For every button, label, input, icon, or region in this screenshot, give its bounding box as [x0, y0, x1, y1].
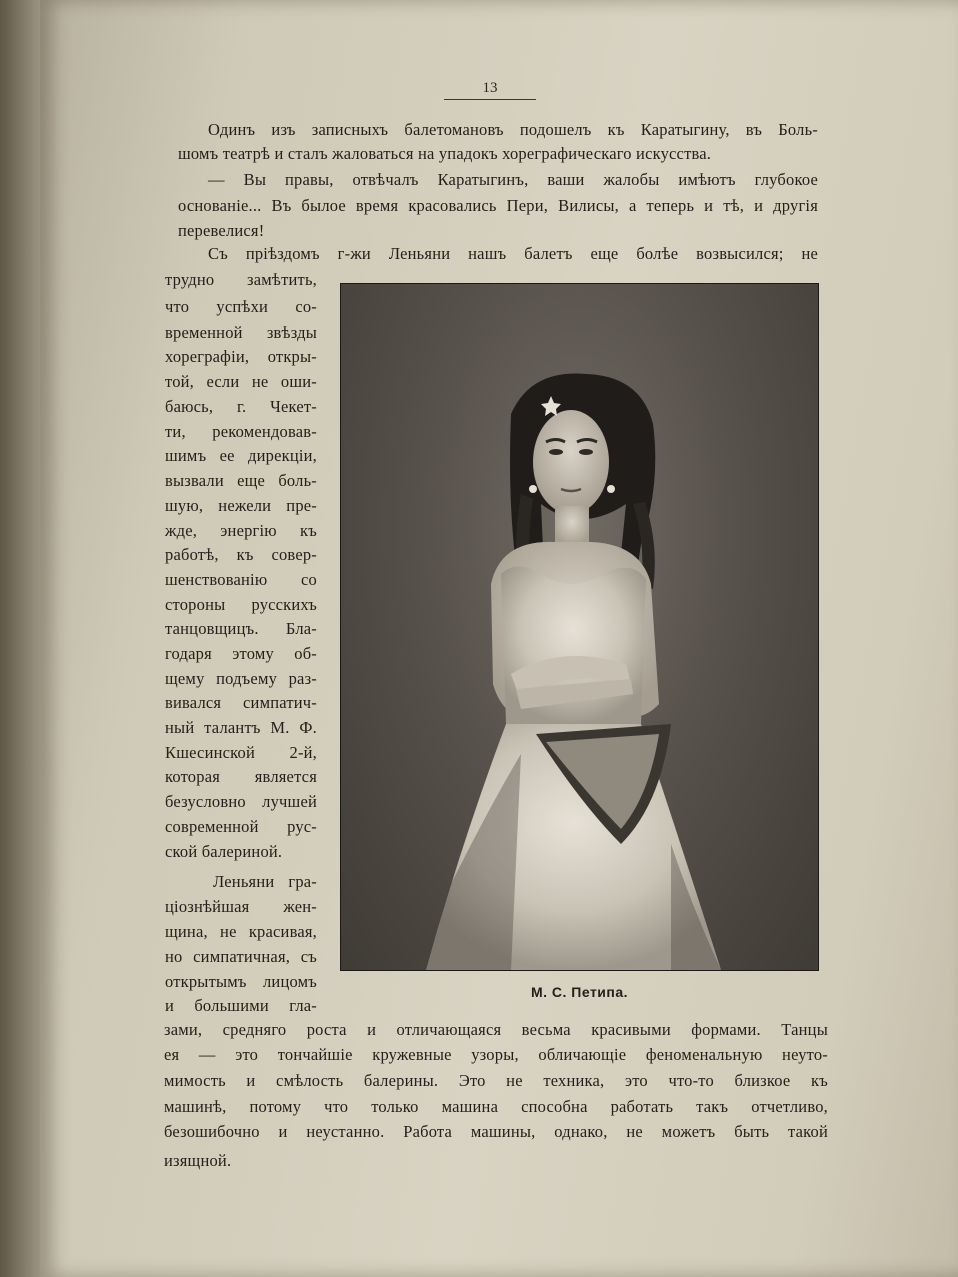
bottom-line: ея — это тончайшіе кружевные узоры, обличающіе феноменальную неуто- — [164, 1045, 828, 1064]
column-line: щему подъему раз- — [165, 669, 317, 688]
page-number — [444, 80, 536, 102]
column-line: работѣ, къ совер- — [165, 545, 317, 564]
bottom-line: изящной. — [164, 1151, 232, 1170]
bottom-line: машинѣ, потому что только машина способна работать такъ отчетливо, — [164, 1097, 828, 1116]
column-para2-line: открытымъ лицомъ — [165, 972, 317, 991]
column-line: что успѣхи со- — [165, 297, 317, 316]
para1-line-1: Одинъ изъ записныхъ балетомановъ подошелъ къ Каратыгину, въ Боль- — [208, 120, 818, 139]
photo-caption: М. С. Петипа. — [530, 984, 629, 1000]
column-line: ской балериной. — [165, 842, 283, 861]
column-para2-line: Леньяни гра- — [213, 872, 317, 891]
column-line: вивался симпатич- — [165, 693, 317, 712]
column-line: трудно замѣтить, — [165, 270, 317, 289]
column-line: годаря этому об- — [165, 644, 317, 663]
page-number-rule — [444, 99, 536, 100]
column-line: баюсь, г. Чекет- — [165, 397, 317, 416]
portrait-photo-frame — [340, 283, 819, 971]
column-para2-line: и большими гла- — [165, 996, 317, 1015]
column-line: той, если не оши- — [165, 372, 317, 391]
column-line: ный талантъ М. Ф. — [165, 718, 317, 737]
column-line: безусловно лучшей — [165, 792, 317, 811]
column-para2-line: ціознѣйшая жен- — [165, 897, 317, 916]
ballerina-illustration — [341, 284, 818, 970]
para2-line-2: основаніе... Въ былое время красовались Пери, Вилисы, а теперь и тѣ, и другія — [178, 196, 818, 215]
bottom-line: мимость и смѣлость балерины. Это не техника, это что-то близкое къ — [164, 1071, 828, 1090]
column-para2-line: щина, не красивая, — [165, 922, 317, 941]
column-line: жде, энергію къ — [165, 521, 317, 540]
book-gutter-edge — [0, 0, 40, 1277]
page-number-text: 13 — [482, 80, 498, 96]
column-line: шую, нежели пре- — [165, 496, 317, 515]
bottom-line: безошибочно и неустанно. Работа машины, однако, не можетъ быть такой — [164, 1122, 828, 1141]
column-line: хореграфіи, откры- — [165, 347, 317, 366]
column-line: стороны русскихъ — [165, 595, 317, 614]
bottom-line: зами, средняго роста и отличающаяся весьма красивыми формами. Танцы — [164, 1020, 828, 1039]
column-line: ти, рекомендовав- — [165, 422, 317, 441]
column-para2-line: но симпатичная, съ — [165, 947, 317, 966]
portrait-photo — [341, 284, 818, 970]
para2-line-3: перевелися! — [178, 221, 265, 240]
column-line: временной звѣзды — [165, 323, 317, 342]
column-line: Кшесинской 2-й, — [165, 743, 317, 762]
para2-line-1: — Вы правы, отвѣчалъ Каратыгинъ, ваши жалобы имѣютъ глубокое — [208, 170, 818, 189]
column-line: шимъ ее дирекціи, — [165, 446, 317, 465]
column-line: танцовщицъ. Бла- — [165, 619, 317, 638]
para1-line-2: шомъ театрѣ и сталъ жаловаться на упадокъ хореграфическаго искусства. — [178, 144, 712, 163]
para3-line-1: Съ пріѣздомъ г-жи Леньяни нашъ балетъ еще болѣе возвысился; не — [208, 244, 818, 263]
column-line: современной рус- — [165, 817, 317, 836]
column-line: вызвали еще боль- — [165, 471, 317, 490]
column-line: которая является — [165, 767, 317, 786]
column-line: шенствованію со — [165, 570, 317, 589]
